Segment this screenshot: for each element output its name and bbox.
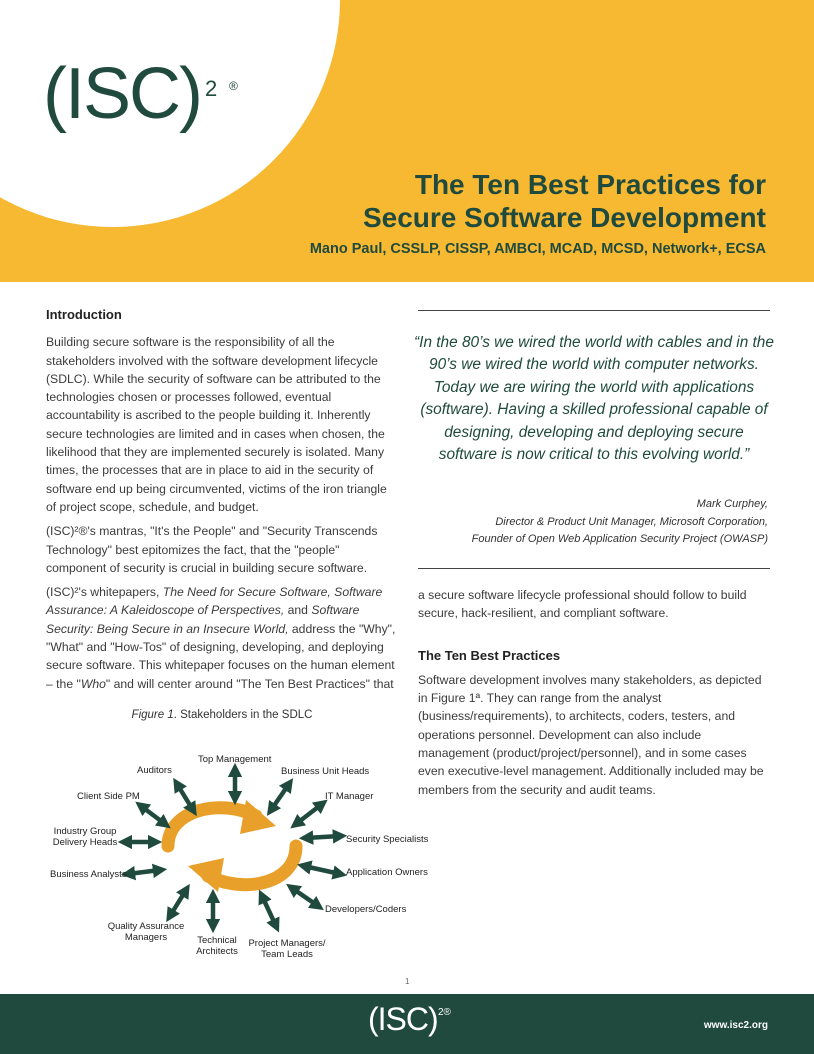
quote-author-role-2: Founder of Open Web Application Security Project (OWASP) (471, 533, 768, 545)
quote-author-role-1: Director & Product Unit Manager, Microsoft Corporation, (495, 515, 768, 528)
spoke-arrow (177, 784, 193, 810)
title-line-2: Secure Software Development (362, 202, 766, 233)
p3-text-c: and (284, 603, 312, 618)
label-developers-coders: Developers/Coders (325, 904, 407, 915)
quote-top-rule (418, 310, 770, 311)
author-line: Mano Paul, CSSLP, CISSP, AMBCI, MCAD, MCSD, Network+, ECSA (309, 241, 766, 257)
introduction-section (46, 306, 398, 699)
spoke-arrows (125, 770, 340, 926)
stakeholder-diagram (0, 730, 440, 970)
logo-superscript: 2 (205, 76, 218, 101)
label-quality-assurance: Quality Assurance Managers (107, 921, 185, 943)
intro-paragraph-1: Building secure software is the responsibility of all the stakeholders involved with the software development lifecycle (SDLC). While the security of software can be attributed to the technologies chosen or processes followed, eventual accountability is ascribed to the people building it. Inherently secure technologies are limited and in cases when chosen, the likelihood that they are implemented securely is isolated. Many times, the processes that are in place to aid in the security of software end up being circumvented, victims of the iron triangle of project scope, schedule, and budget. (46, 335, 387, 514)
continuation-paragraph: a secure software lifecycle professional should follow to build secure, hack-resilient, and compliant software. (418, 588, 747, 621)
pull-quote: “In the 80’s we wired the world with cables and in the 90’s we wired the world with computer networks. Today we are wiring the world with applications (software). Having a skilled professional capable of designing, developing and deploying secure software is now critical to this evolving world.” (414, 334, 774, 464)
label-project-managers: Project Managers/ Team Leads (248, 938, 326, 960)
footer-logo: (ISC) (368, 1001, 438, 1037)
label-technical-architects: Technical Architects (196, 935, 238, 957)
spoke-arrow (306, 836, 340, 838)
header-banner (0, 0, 814, 282)
isc2-logo: (ISC) (43, 54, 201, 134)
p3-title-2: Software Security: Being Secure in an Insecure World, (46, 603, 360, 636)
label-business-analysts: Business Analysts (50, 869, 127, 880)
spoke-arrow (128, 870, 160, 874)
cycle-arrow-top-head (240, 800, 276, 834)
best-practices-section (418, 586, 770, 799)
intro-paragraph-2: (ISC)²®'s mantras, "It's the People" and "Security Transcends Technology" best epitomizes the fact, that the "people" component of security is crucial in building secure software. (46, 524, 378, 575)
logo-registered-mark: ® (229, 79, 238, 93)
figure-caption-text: . Stakeholders in the SDLC (173, 709, 313, 721)
document-title (363, 168, 766, 234)
p3-text-e: address the "Why", "What" and "How-Tos" of designing, developing, and deploying secure software. This whitepaper focuses on the human element – the " (46, 621, 396, 691)
figure-caption-label: Figure 1 (131, 709, 174, 721)
spoke-arrow (304, 866, 340, 874)
p3-text-g: " and will center around "The Ten Best Practices" that (105, 676, 394, 691)
introduction-heading: Introduction (46, 307, 122, 322)
p3-text-a: (ISC)²'s whitepapers, (46, 585, 163, 600)
label-auditors: Auditors (137, 765, 172, 776)
quote-bottom-rule (418, 568, 770, 569)
label-it-manager: IT Manager (325, 791, 374, 802)
label-business-unit-heads: Business Unit Heads (281, 766, 370, 777)
page-number: 1 (405, 977, 410, 986)
best-practices-paragraph: Software development involves many stakeholders, as depicted in Figure 1ª. They can range from the analyst (business/requirements), to architects, coders, testers, and operations personnel. Development can also include management (product/project/personnel), and in some cases even executive-level management. Additionally included may be members from the security and audit teams. (418, 672, 764, 797)
spoke-arrow (271, 784, 289, 810)
p3-title-1: The Need for Secure Software, Software Assurance: A Kaleidoscope of Perspectives, (46, 585, 383, 618)
footer-bar (0, 994, 814, 1054)
label-security-specialists: Security Specialists (346, 834, 429, 845)
quote-attribution (472, 496, 768, 549)
cycle-arrow-bottom-head (188, 858, 224, 892)
figure-caption (46, 709, 398, 721)
p3-who: Who (80, 676, 106, 691)
best-practices-heading: The Ten Best Practices (418, 647, 561, 663)
spoke-arrow (262, 896, 276, 926)
intro-paragraph-3 (46, 583, 398, 693)
label-industry-group: Industry Group Delivery Heads (52, 826, 118, 848)
footer-url-link[interactable]: www.isc2.org (703, 1020, 768, 1031)
quote-author: Mark Curphey, (696, 498, 768, 510)
label-client-side-pm: Client Side PM (77, 791, 140, 802)
spoke-arrow (170, 890, 186, 916)
label-application-owners: Application Owners (346, 867, 428, 878)
spoke-arrow (296, 804, 322, 824)
title-line-1: The Ten Best Practices for (414, 169, 766, 200)
spoke-arrow (292, 888, 318, 906)
spoke-arrow (141, 806, 165, 824)
footer-logo-superscript: 2® (438, 1007, 451, 1018)
label-top-management: Top Management (198, 754, 272, 765)
